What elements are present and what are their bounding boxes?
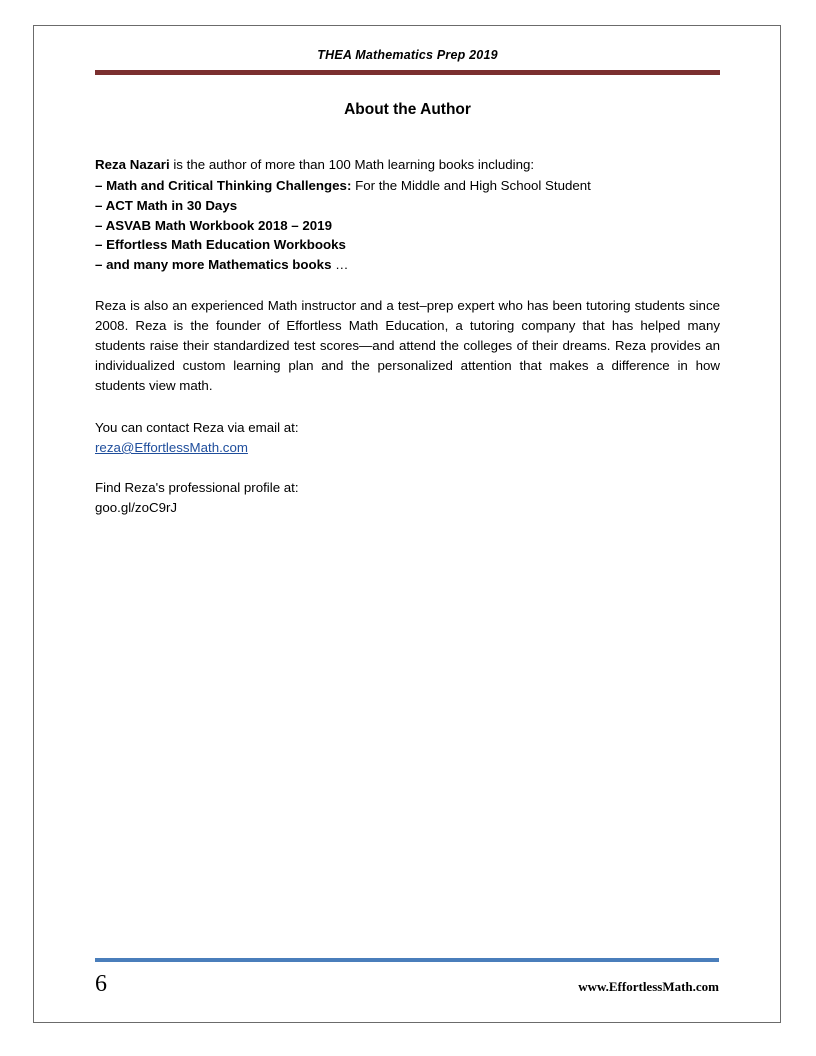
header-rule: [95, 70, 720, 75]
page-content: [95, 48, 720, 998]
email-link[interactable]: reza@EffortlessMath.com: [95, 439, 248, 455]
page-number: 6: [95, 971, 107, 997]
document-page: [33, 25, 781, 1023]
list-item: [95, 196, 720, 216]
list-item-bold: – Math and Critical Thinking Challenges:: [95, 177, 352, 193]
intro-rest: is the author of more than 100 Math learning books including:: [169, 157, 535, 172]
profile-label: Find Reza's professional profile at:: [95, 479, 299, 495]
profile-block: [95, 478, 720, 518]
author-section: [95, 155, 720, 518]
list-item: [95, 235, 720, 255]
running-head: THEA Mathematics Prep 2019: [317, 48, 498, 62]
list-item-bold: – ASVAB Math Workbook 2018 – 2019: [95, 217, 332, 233]
list-item-bold: – Effortless Math Education Workbooks: [95, 237, 346, 253]
list-item-plain: …: [331, 257, 349, 273]
page-footer: [95, 958, 719, 996]
footer-rule: [95, 958, 719, 962]
intro-line: [95, 155, 720, 175]
list-item-bold: – and many more Mathematics books: [95, 257, 332, 273]
contact-block: [95, 418, 720, 458]
list-item: [95, 255, 720, 275]
list-item: [95, 176, 720, 196]
list-item-bold: – ACT Math in 30 Days: [95, 197, 238, 213]
author-name: Reza Nazari: [95, 157, 170, 172]
list-item-plain: For the Middle and High School Student: [351, 177, 591, 193]
footer-website: www.EffortlessMath.com: [578, 979, 719, 994]
list-item: [95, 216, 720, 236]
bio-paragraph: Reza is also an experienced Math instructor and a test–prep expert who has been tutoring students since 2008. Reza is the founder of Effortless Math Education, a tutoring company that has helped many students raise their standardized test scores—and attend the colleges of their dreams. Reza provides an individualized custom learning plan and the personalized attention that makes a difference in how students view math.: [95, 298, 720, 394]
footer-row: [95, 972, 719, 996]
profile-url: goo.gl/zoC9rJ: [95, 499, 178, 515]
contact-label: You can contact Reza via email at:: [95, 420, 299, 436]
page-title: About the Author: [344, 101, 471, 118]
